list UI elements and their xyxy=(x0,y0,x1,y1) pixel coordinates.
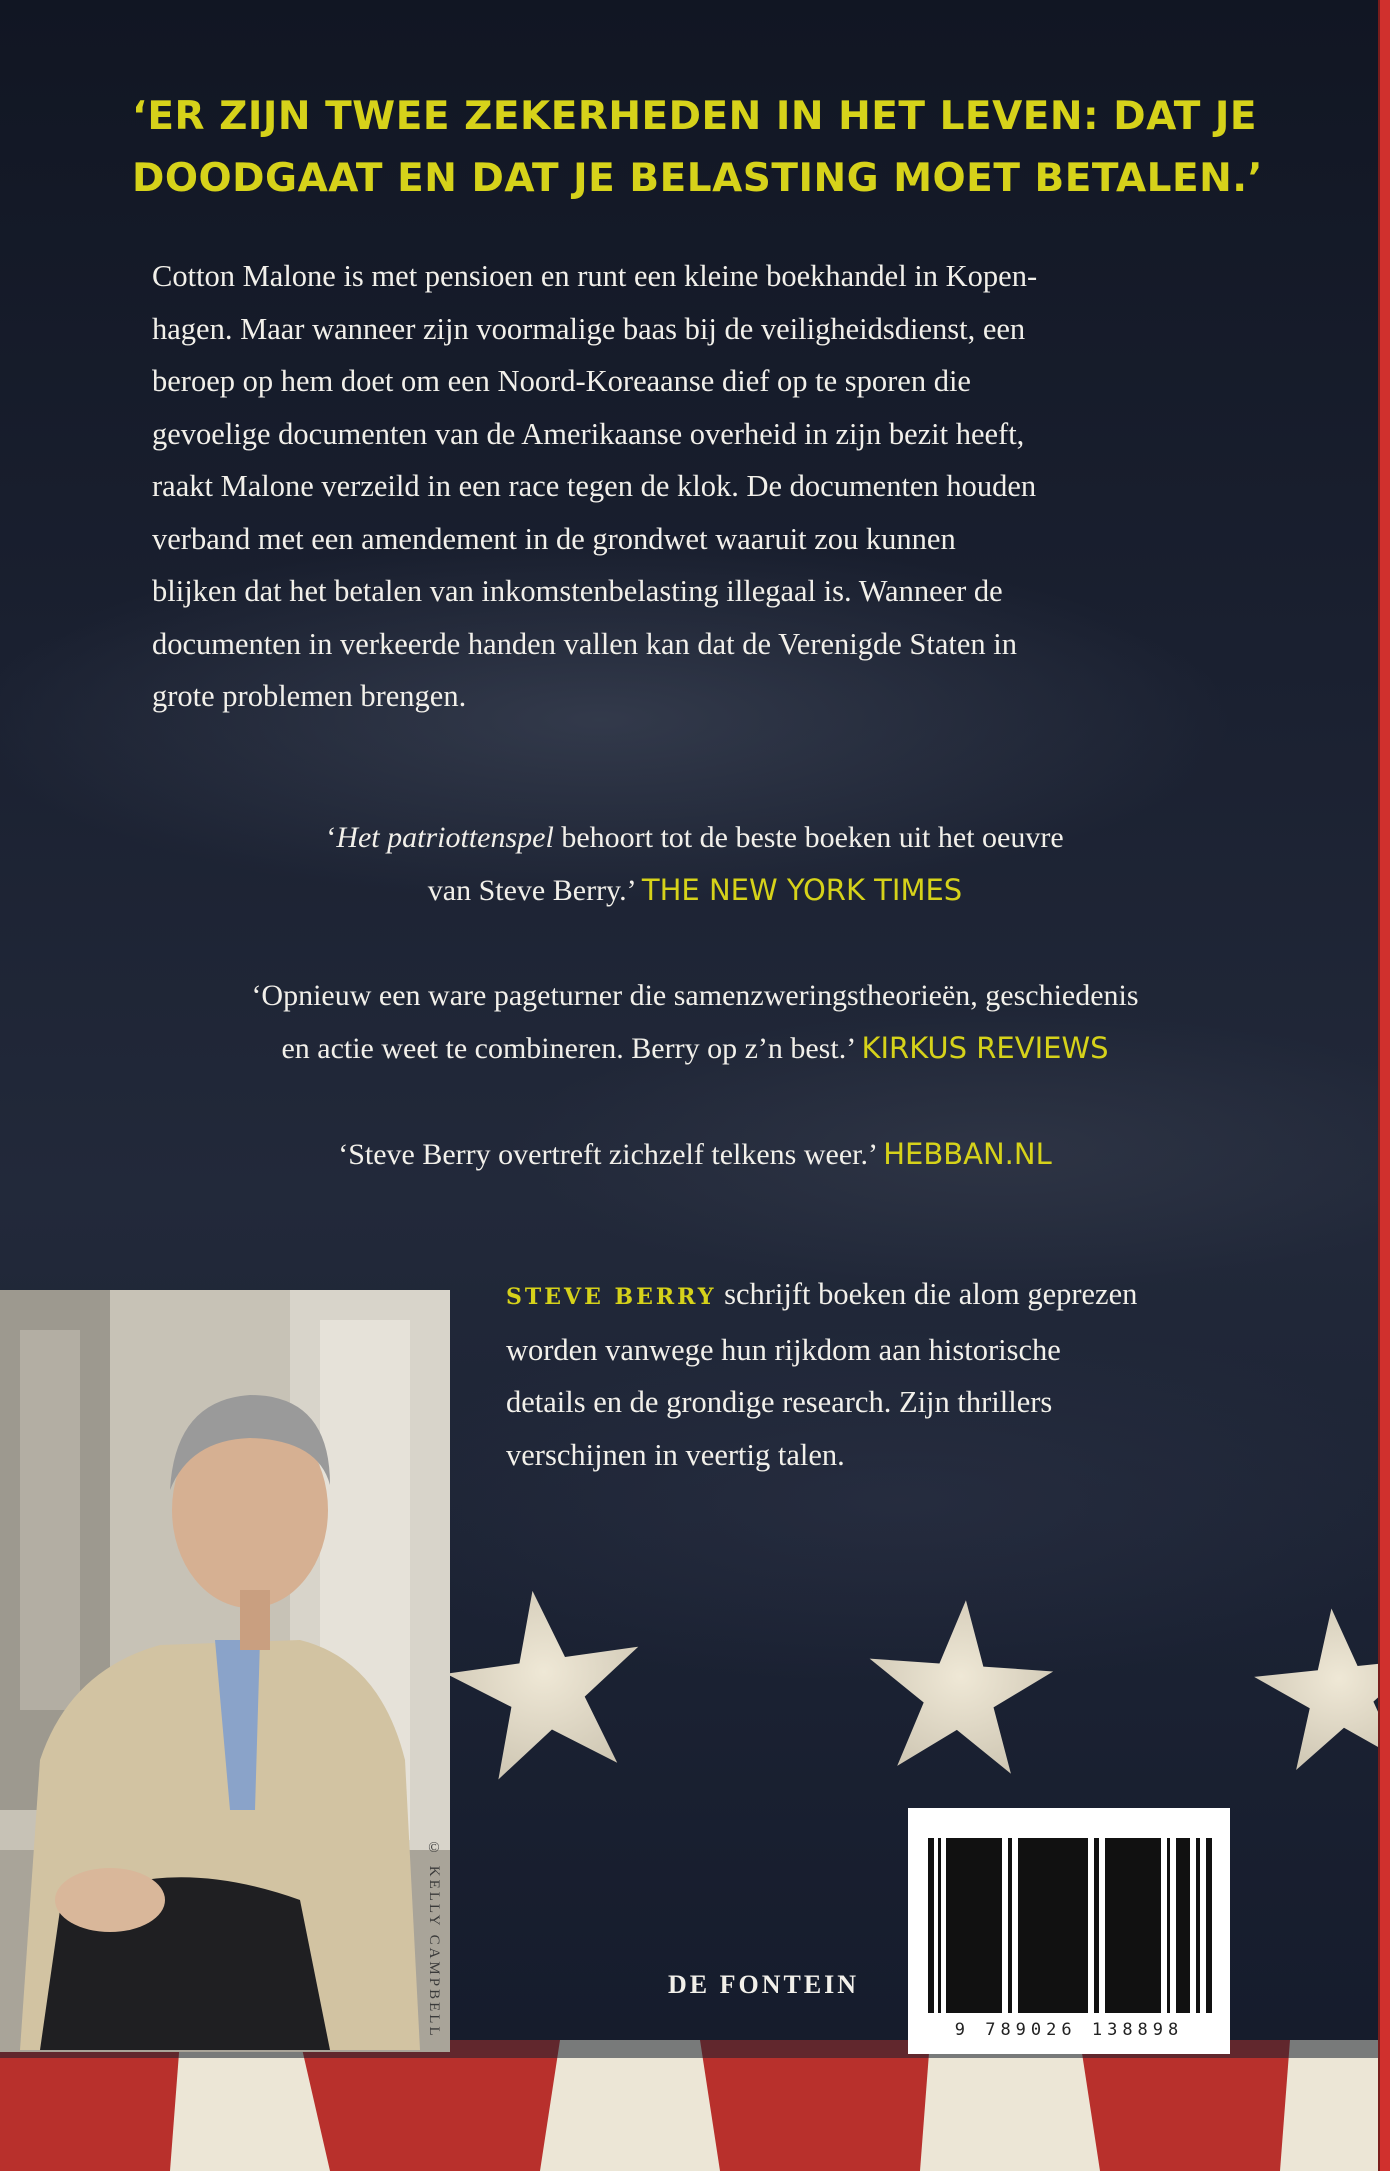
author-bio xyxy=(506,1268,1266,1481)
star-icon xyxy=(436,1577,653,1784)
quote-open-mark: ‘ xyxy=(326,821,337,854)
headline-line-2: DOODGAAT EN DAT JE BELASTING MOET BETALEN.’ xyxy=(132,156,1263,201)
quote-text: van Steve Berry.’ xyxy=(427,874,635,907)
blurb-line: blijken dat het betalen van inkomstenbelasting illegaal is. Wanneer de xyxy=(152,574,1003,608)
review-quote-nyt xyxy=(130,812,1260,917)
quote-source: HEBBAN.NL xyxy=(883,1137,1052,1171)
barcode xyxy=(908,1808,1230,2054)
review-quote-kirkus xyxy=(130,970,1260,1075)
bio-text: schrijft boeken die alom geprezen xyxy=(716,1277,1138,1311)
blurb-line: beroep op hem doet om een Noord-Koreaanse dief op te sporen die xyxy=(152,364,971,398)
bio-line: worden vanwege hun rijkdom aan historische xyxy=(506,1332,1061,1367)
flag-stripes xyxy=(0,2040,1390,2171)
publisher-name: DE FONTEIN xyxy=(668,1970,860,1999)
bio-line: details en de grondige research. Zijn thrillers xyxy=(506,1385,1053,1419)
isbn-number: 9 789026 138898 xyxy=(954,2020,1184,2040)
quote-text: behoort tot de beste boeken uit het oeuvre xyxy=(553,821,1064,854)
headline xyxy=(132,86,1282,210)
blurb xyxy=(152,250,1232,723)
bio-line xyxy=(506,1268,1266,1324)
review-quote-line xyxy=(130,1022,1260,1075)
blurb-line: verband met een amendement in de grondwet waaruit zou kunnen xyxy=(152,521,956,556)
review-quote-hebban xyxy=(130,1128,1260,1181)
star-icon xyxy=(1248,1600,1390,1774)
blurb-line: Cotton Malone is met pensioen en runt een kleine boekhandel in Kopen- xyxy=(152,259,1038,293)
bio-line: verschijnen in veertig talen. xyxy=(506,1437,845,1472)
photo-credit: © KELLY CAMPBELL xyxy=(426,1840,442,2039)
blurb-line: raakt Malone verzeild in een race tegen de klok. De documenten houden xyxy=(152,469,1037,503)
headline-line-1: ‘ER ZIJN TWEE ZEKERHEDEN IN HET LEVEN: DAT JE xyxy=(132,94,1258,139)
blurb-line: hagen. Maar wanneer zijn voormalige baas bij de veiligheidsdienst, een xyxy=(152,311,1026,346)
quote-source: THE NEW YORK TIMES xyxy=(641,873,963,907)
barcode-bars xyxy=(924,1838,1214,2013)
quote-source: KIRKUS REVIEWS xyxy=(861,1031,1109,1065)
star-icon xyxy=(862,1594,1057,1776)
quote-text: ‘Steve Berry overtreft zichzelf telkens weer.’ xyxy=(338,1138,876,1171)
book-title: Het patriottenspel xyxy=(336,821,554,854)
cover-edge xyxy=(1380,0,1390,2171)
blurb-line: documenten in verkeerde handen vallen kan dat de Verenigde Staten in xyxy=(152,626,1017,661)
quote-text: en actie weet te combineren. Berry op z’n best.’ xyxy=(281,1032,854,1065)
review-quote-line xyxy=(130,864,1260,917)
author-name: STEVE BERRY xyxy=(506,1284,717,1310)
quote-text: ‘Opnieuw een ware pageturner die samenzweringstheorieën, geschiedenis xyxy=(251,979,1139,1012)
review-quote-line xyxy=(130,812,1260,864)
blurb-line: gevoelige documenten van de Amerikaanse overheid in zijn bezit heeft, xyxy=(152,416,1025,451)
blurb-line: grote problemen brengen. xyxy=(152,679,467,713)
author-photo xyxy=(0,1290,450,2052)
